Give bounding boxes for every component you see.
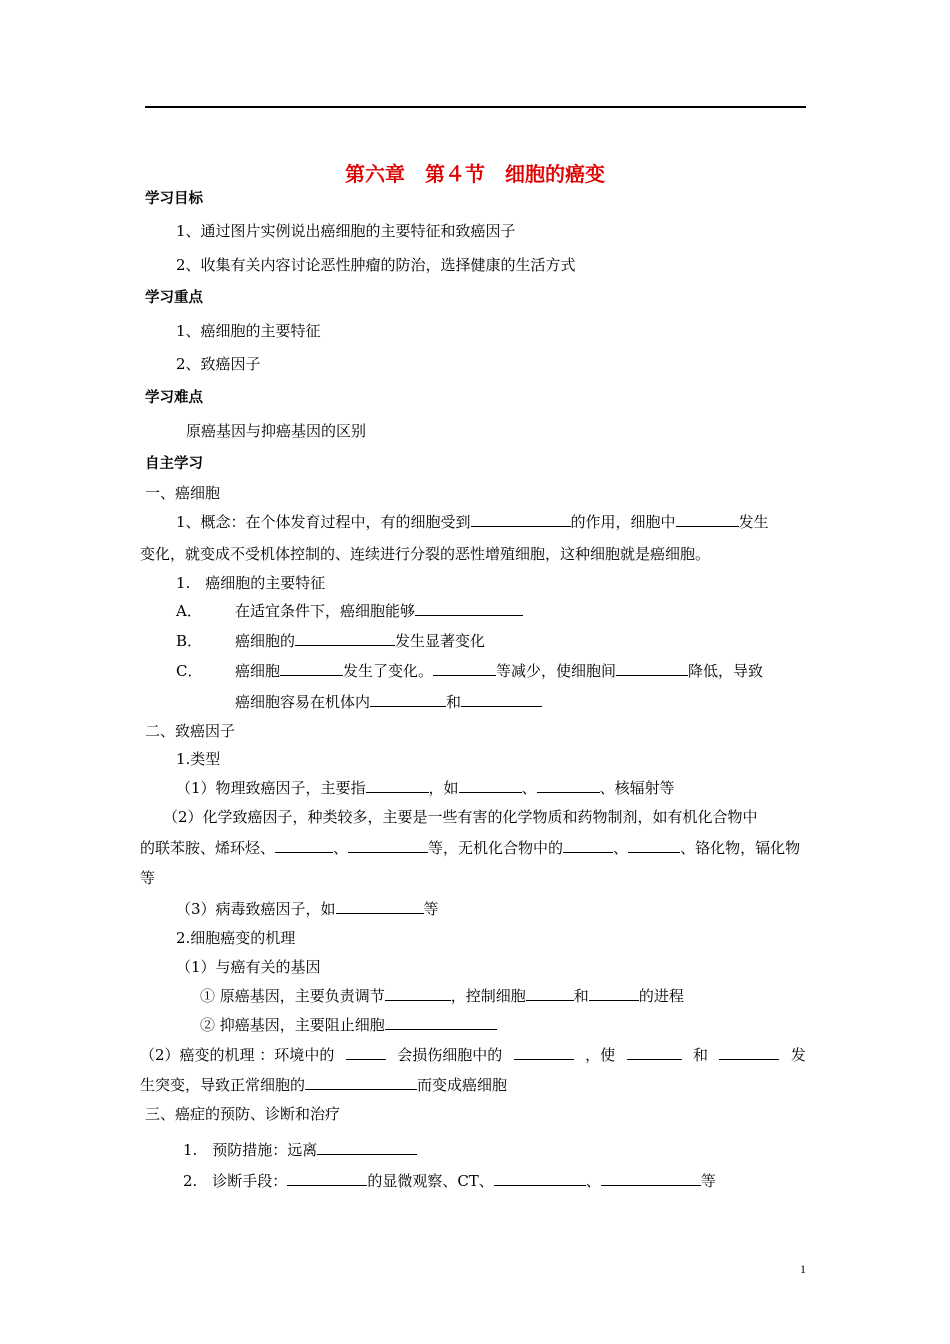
blank-field[interactable] xyxy=(563,837,613,853)
item-c-label: C． xyxy=(176,662,203,680)
blank-field[interactable] xyxy=(461,691,542,707)
item-a xyxy=(235,600,523,622)
text: （3）病毒致癌因子，如 xyxy=(176,900,336,918)
blank-field[interactable] xyxy=(280,660,343,676)
blank-field[interactable] xyxy=(295,630,395,646)
blank-field[interactable] xyxy=(494,1170,586,1186)
text: 发 xyxy=(790,1046,806,1064)
part1-heading: 一、癌细胞 xyxy=(145,484,221,502)
text: 生突变，导致正常细胞的 xyxy=(140,1076,306,1094)
mechanism-line-1 xyxy=(140,1044,806,1066)
text: 等 xyxy=(700,1172,716,1190)
text: 1、概念：在个体发育过程中，有的细胞受到 xyxy=(176,513,471,531)
hard-heading: 学习难点 xyxy=(145,390,203,406)
blank-field[interactable] xyxy=(628,837,680,853)
text: ，使 xyxy=(585,1046,616,1064)
text: （1）物理致癌因子，主要指 xyxy=(176,779,366,797)
blank-field[interactable] xyxy=(627,1044,682,1060)
virus-factors xyxy=(176,898,439,920)
blank-field[interactable] xyxy=(433,660,496,676)
item-c-line-2 xyxy=(235,691,542,713)
text: ，控制细胞 xyxy=(450,987,526,1005)
blank-field[interactable] xyxy=(719,1044,779,1060)
text: 的进程 xyxy=(638,987,684,1005)
blank-field[interactable] xyxy=(601,1170,701,1186)
text: 和 xyxy=(692,1046,708,1064)
blank-field[interactable] xyxy=(275,837,333,853)
text: 和 xyxy=(446,693,462,711)
blank-field[interactable] xyxy=(317,1139,417,1155)
text: 会损伤细胞中的 xyxy=(397,1046,503,1064)
blank-field[interactable] xyxy=(589,985,639,1001)
concept-line xyxy=(176,511,769,533)
item-a-label: A． xyxy=(176,602,202,620)
prevention xyxy=(183,1139,417,1161)
blank-field[interactable] xyxy=(676,511,739,527)
tumor-suppressor xyxy=(200,1014,497,1036)
page-number: 1 xyxy=(800,1262,806,1276)
item-b-label: B． xyxy=(176,632,203,650)
genes-heading: （1）与癌有关的基因 xyxy=(176,958,321,976)
text: 、 xyxy=(585,1172,601,1190)
text: 的作用，细胞中 xyxy=(570,513,676,531)
blank-field[interactable] xyxy=(616,660,688,676)
blank-field[interactable] xyxy=(471,511,571,527)
chemical-factors-line-1: （2）化学致癌因子，种类较多，主要是一些有害的化学物质和药物制剂，如有机化合物中 xyxy=(163,808,758,826)
mechanism-heading: 2.细胞癌变的机理 xyxy=(176,929,296,947)
text: 癌细胞的 xyxy=(235,632,296,650)
proto-oncogene xyxy=(200,985,684,1007)
self-study-heading: 自主学习 xyxy=(145,456,203,472)
text: ② 抑癌基因，主要阻止细胞 xyxy=(200,1016,385,1034)
goal-item: 1、通过图片实例说出癌细胞的主要特征和致癌因子 xyxy=(176,222,516,240)
text: ① 原癌基因，主要负责调节 xyxy=(200,987,385,1005)
blank-field[interactable] xyxy=(370,691,446,707)
text: 降低，导致 xyxy=(688,662,764,680)
blank-field[interactable] xyxy=(415,600,523,616)
item-b xyxy=(235,630,485,652)
key-heading: 学习重点 xyxy=(145,290,203,306)
blank-field[interactable] xyxy=(348,837,428,853)
text: 发生了变化。 xyxy=(343,662,434,680)
text: 癌细胞容易在机体内 xyxy=(235,693,371,711)
types-heading: 1.类型 xyxy=(176,750,221,768)
text: 2. 诊断手段： xyxy=(183,1172,288,1190)
goals-heading: 学习目标 xyxy=(145,191,203,207)
header-rule xyxy=(145,106,806,108)
blank-field[interactable] xyxy=(385,1014,497,1030)
blank-field[interactable] xyxy=(336,898,424,914)
text: 和 xyxy=(573,987,589,1005)
text: 、铬化物，镉化物 xyxy=(680,839,801,857)
blank-field[interactable] xyxy=(459,777,522,793)
hard-item: 原癌基因与抑癌基因的区别 xyxy=(186,422,367,440)
blank-field[interactable] xyxy=(346,1044,386,1060)
text: ，如 xyxy=(428,779,459,797)
text: 等 xyxy=(423,900,439,918)
item-c xyxy=(235,660,763,682)
blank-field[interactable] xyxy=(526,985,574,1001)
physical-factors xyxy=(176,777,675,799)
text: 发生 xyxy=(738,513,769,531)
text: 等，无机化合物中的 xyxy=(428,839,564,857)
text: 1. 预防措施：远离 xyxy=(183,1141,318,1159)
key-item: 2、致癌因子 xyxy=(176,355,261,373)
text: 在适宜条件下，癌细胞能够 xyxy=(235,602,416,620)
text: 的联苯胺、烯环烃、 xyxy=(140,839,276,857)
text: 而变成癌细胞 xyxy=(417,1076,508,1094)
text: 、核辐射等 xyxy=(599,779,675,797)
diagnosis xyxy=(183,1170,716,1192)
text: （2）癌变的机理 ：环境中的 xyxy=(140,1046,335,1064)
goal-item: 2、收集有关内容讨论恶性肿瘤的防治，选择健康的生活方式 xyxy=(176,256,576,274)
features-heading: 1. 癌细胞的主要特征 xyxy=(176,574,326,592)
text: 、 xyxy=(613,839,629,857)
blank-field[interactable] xyxy=(514,1044,574,1060)
concept-line-2: 变化，就变成不受机体控制的、连续进行分裂的恶性增殖细胞，这种细胞就是癌细胞。 xyxy=(140,545,711,563)
chemical-factors-line-2 xyxy=(140,837,800,859)
page-title: 第六章 第４节 细胞的癌变 xyxy=(345,162,605,186)
key-item: 1、癌细胞的主要特征 xyxy=(176,322,321,340)
mechanism-line-2 xyxy=(140,1074,507,1096)
blank-field[interactable] xyxy=(537,777,600,793)
text: 、 xyxy=(333,839,349,857)
text: 等减少，使细胞间 xyxy=(496,662,617,680)
text: 、 xyxy=(521,779,537,797)
text: 的显微观察、CT、 xyxy=(367,1172,494,1190)
blank-field[interactable] xyxy=(305,1074,417,1090)
chemical-factors-line-3: 等 xyxy=(140,869,156,887)
blank-field[interactable] xyxy=(366,777,429,793)
text: 癌细胞 xyxy=(235,662,281,680)
part2-heading: 二、致癌因子 xyxy=(145,722,236,740)
part3-heading: 三、癌症的预防、诊断和治疗 xyxy=(145,1105,341,1123)
blank-field[interactable] xyxy=(287,1170,367,1186)
text: 发生显著变化 xyxy=(395,632,486,650)
blank-field[interactable] xyxy=(385,985,451,1001)
